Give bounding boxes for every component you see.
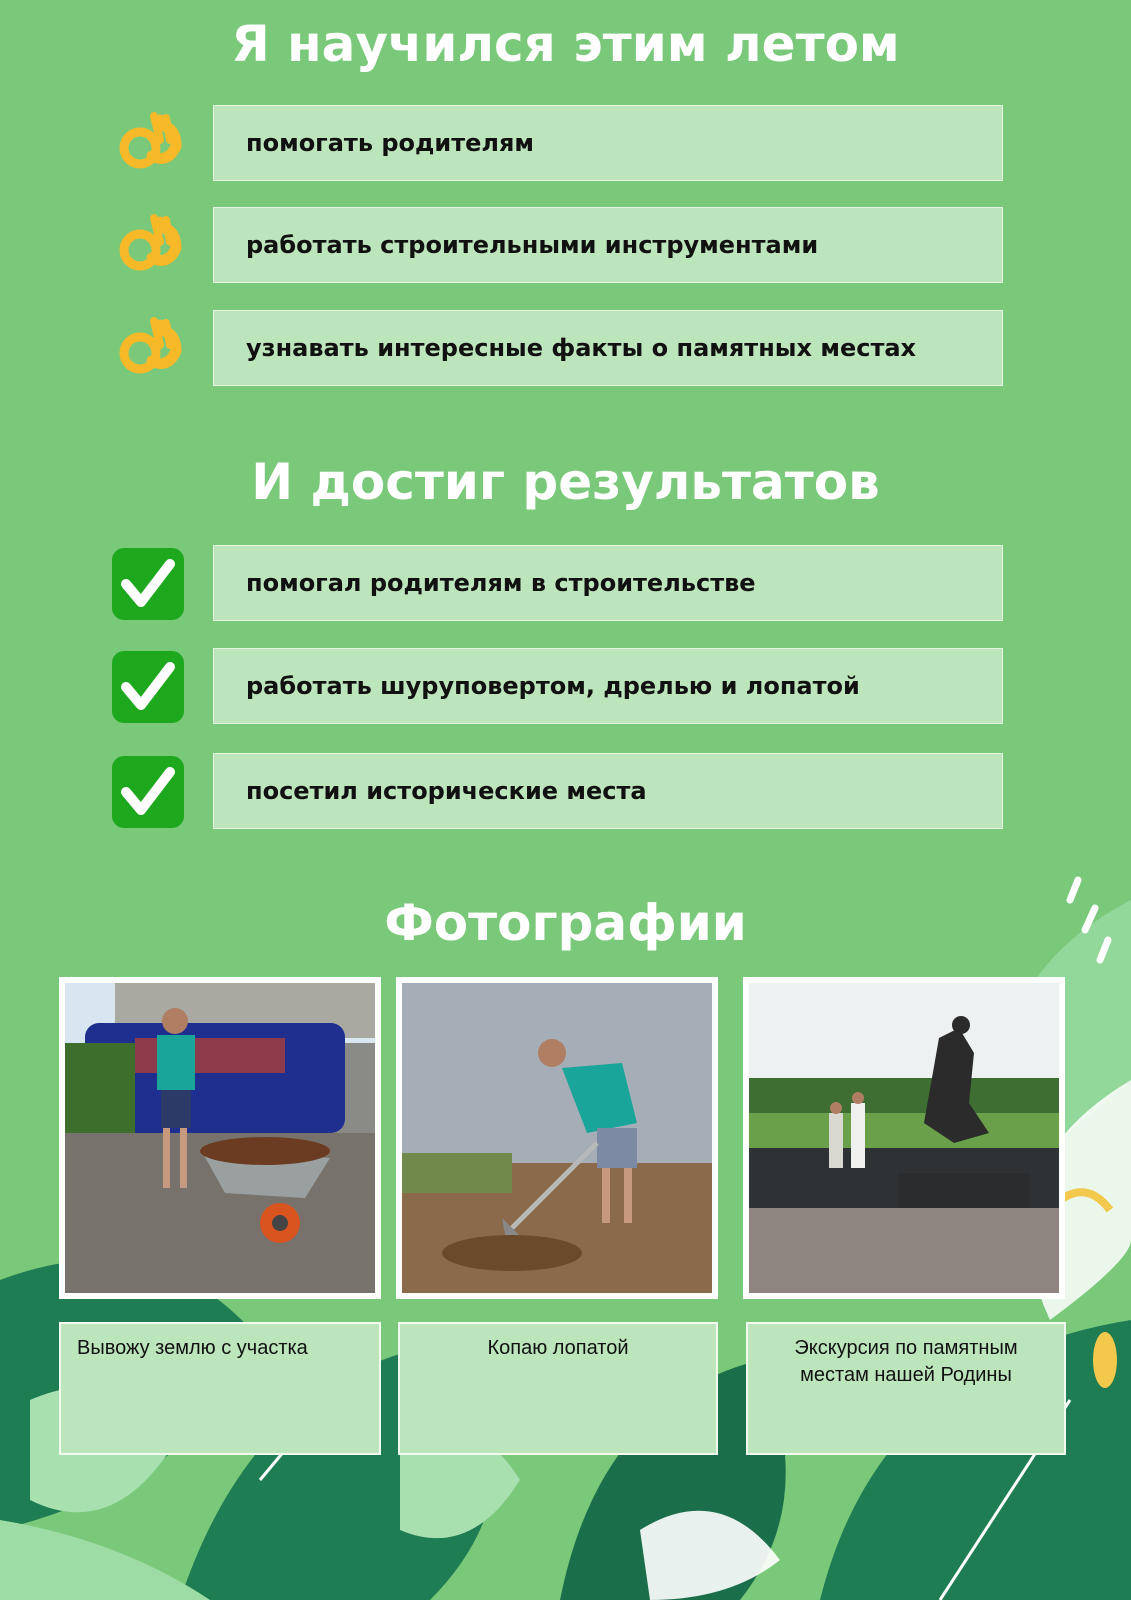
- result-item-text: помогал родителям в строительстве: [213, 545, 1003, 621]
- photo-caption: Экскурсия по памятным местам нашей Родины: [746, 1322, 1066, 1455]
- photo-caption: Вывожу землю с участка: [59, 1322, 381, 1455]
- learned-item-text: помогать родителям: [213, 105, 1003, 181]
- result-item-text: посетил исторические места: [213, 753, 1003, 829]
- check-mark-icon: [110, 649, 186, 725]
- learned-item-text: узнавать интересные факты о памятных местах: [213, 310, 1003, 386]
- result-item: [0, 648, 1131, 726]
- section-title-learned: Я научился этим летом: [231, 15, 900, 73]
- photo-monument: [743, 977, 1065, 1299]
- photo-caption: Копаю лопатой: [398, 1322, 718, 1455]
- result-item: [0, 753, 1131, 831]
- learned-item-text: работать строительными инструментами: [213, 207, 1003, 283]
- check-mark-icon: [110, 754, 186, 830]
- section-title-results: И достиг результатов: [251, 453, 880, 511]
- photo-digging: [396, 977, 718, 1299]
- ok-hand-icon: [110, 106, 186, 182]
- ok-hand-icon: [110, 208, 186, 284]
- check-mark-icon: [110, 546, 186, 622]
- ok-hand-icon: [110, 311, 186, 387]
- learned-item: [0, 207, 1131, 285]
- section-title-photos: Фотографии: [384, 894, 747, 952]
- learned-item: [0, 310, 1131, 388]
- photo-wheelbarrow: [59, 977, 381, 1299]
- result-item: [0, 545, 1131, 623]
- learned-item: [0, 105, 1131, 183]
- result-item-text: работать шуруповертом, дрелью и лопатой: [213, 648, 1003, 724]
